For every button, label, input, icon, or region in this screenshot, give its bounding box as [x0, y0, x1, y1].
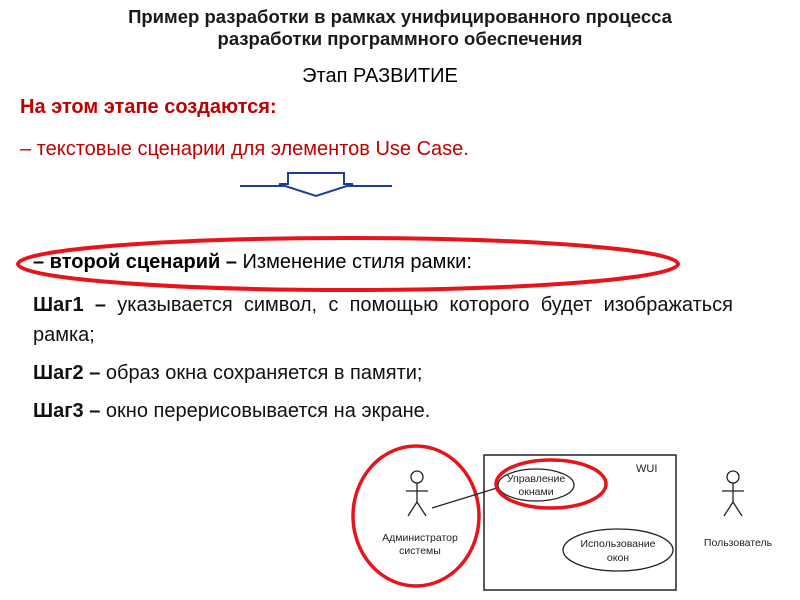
intro-text: На этом этапе создаются: — [20, 96, 277, 118]
usecase-manage-label-2: окнами — [518, 486, 554, 498]
down-arrow-icon — [236, 168, 396, 198]
page-title — [0, 6, 800, 50]
user-label: Пользователь — [703, 537, 773, 549]
step-2 — [33, 358, 733, 388]
step-2-label: Шаг2 – — [33, 362, 101, 384]
admin-actor-icon — [406, 471, 428, 516]
admin-label-1: Администратор — [382, 532, 458, 544]
title-line-2: разработки программного обеспечения — [217, 28, 583, 49]
title-line-1: Пример разработки в рамках унифицированного процесса — [128, 6, 672, 27]
stage-heading: Этап РАЗВИТИЕ — [302, 65, 458, 87]
step-3 — [33, 396, 733, 426]
association-line — [432, 488, 497, 508]
step-1 — [33, 290, 733, 350]
second-scenario-text: Изменение стиля рамки: — [236, 251, 472, 273]
admin-label-2: системы — [399, 545, 441, 557]
usecase-use-label-1: Использование — [580, 538, 656, 550]
second-scenario-label: – второй сценарий – — [33, 251, 237, 273]
usecase-manage-label-1: Управление — [506, 473, 566, 485]
second-scenario — [33, 251, 472, 274]
step-3-text: окно перерисовывается на экране. — [100, 400, 431, 422]
step-1-text: указывается символ, с помощью которого будет изображаться рамка; — [33, 294, 733, 346]
step-1-label: Шаг1 – — [33, 294, 107, 316]
admin-highlight-circle — [353, 446, 479, 586]
step-2-text: образ окна сохраняется в памяти; — [100, 362, 423, 384]
bullet-scenarios: – текстовые сценарии для элементов Use Case. — [20, 138, 469, 160]
system-label: WUI — [636, 463, 658, 475]
usecase-use-label-2: окон — [606, 552, 630, 564]
use-case-diagram — [340, 440, 800, 600]
user-actor-icon — [722, 471, 744, 516]
usecase-use — [563, 529, 673, 571]
step-3-label: Шаг3 – — [33, 400, 101, 422]
steps-list — [33, 290, 733, 434]
